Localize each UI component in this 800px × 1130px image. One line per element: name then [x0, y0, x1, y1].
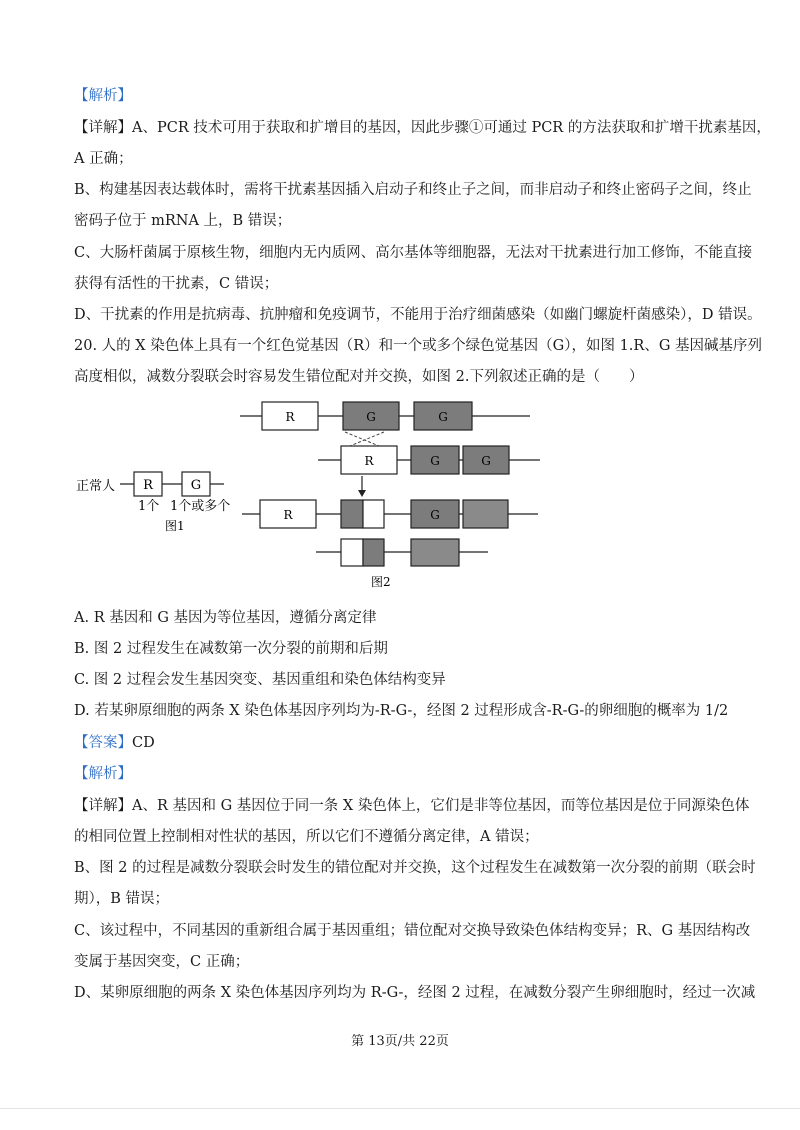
explanation-line: C、该过程中，不同基因的重新组合属于基因重组；错位配对交换导致染色体结构变异；R、G 基因结构改	[74, 923, 751, 939]
option-d: D. 若某卵原细胞的两条 X 染色体基因序列均为-R-G-，经图 2 过程形成含-R-G-的卵细胞的概率为 1/2	[74, 703, 729, 719]
question-stem: 高度相似，减数分裂联会时容易发生错位配对并交换，如图 2.下列叙述正确的是（ ）	[74, 369, 644, 385]
answer-label: 【答案】	[74, 735, 132, 751]
answer-line	[74, 733, 734, 753]
gene-g-box	[411, 539, 459, 566]
explanation-line: A 正确；	[74, 151, 133, 167]
explanation-line: D、某卵原细胞的两条 X 染色体基因序列均为 R-G-，经图 2 过程，在减数分裂产生卵细胞时，经过一次减	[74, 985, 756, 1001]
fig2-caption: 图2	[371, 575, 391, 589]
page-divider	[0, 1108, 800, 1109]
gene-figure	[0, 396, 800, 596]
fig1-count-g: 1个或多个	[170, 499, 231, 514]
gene-g-label: G	[366, 410, 376, 424]
fig1-person-label: 正常人	[76, 479, 116, 494]
explanation-line: D、干扰素的作用是抗病毒、抗肿瘤和免疫调节，不能用于治疗细菌感染（如幽门螺旋杆菌感染），D 错误。	[74, 307, 762, 323]
page-footer: 第 13页/共 22页	[351, 1034, 449, 1049]
option-c: C. 图 2 过程会发生基因突变、基因重组和染色体结构变异	[74, 672, 446, 688]
explanation-line: 期），B 错误；	[74, 891, 170, 907]
answer-value: CD	[132, 735, 155, 751]
fig1-gene-g-label: G	[190, 478, 202, 493]
hybrid-gene-box	[341, 539, 363, 566]
fig1-gene-r-label: R	[143, 478, 153, 493]
gene-g-label: G	[481, 454, 491, 468]
explanation-line: 的相同位置上控制相对性状的基因，所以它们不遵循分离定律，A 错误；	[74, 829, 539, 845]
question-stem: 20. 人的 X 染色体上具有一个红色觉基因（R）和一个或多个绿色觉基因（G），如图 1.R、G 基因碱基序列	[74, 338, 763, 354]
analysis-heading: 【解析】	[74, 88, 132, 104]
fig1-caption: 图1	[165, 519, 185, 533]
fig1-count-r: 1个	[138, 499, 160, 514]
option-a: A. R 基因和 G 基因为等位基因，遵循分离定律	[74, 610, 377, 626]
explanation-line: 【详解】A、R 基因和 G 基因位于同一条 X 染色体上，它们是非等位基因，而等位基因是位于同源染色体	[74, 798, 750, 814]
gene-r-label: R	[364, 454, 374, 468]
hybrid-gene-box	[363, 500, 384, 528]
gene-g-box	[463, 500, 508, 528]
gene-g-label: G	[430, 508, 440, 522]
gene-r-label: R	[285, 410, 295, 424]
gene-r-label: R	[283, 508, 293, 522]
explanation-line: 密码子位于 mRNA 上，B 错误；	[74, 213, 292, 229]
gene-g-label: G	[438, 410, 448, 424]
hybrid-gene-box	[363, 539, 384, 566]
option-b: B. 图 2 过程发生在减数第一次分裂的前期和后期	[74, 641, 388, 657]
explanation-line: B、构建基因表达载体时，需将干扰素基因插入启动子和终止子之间，而非启动子和终止密码子之间，终止	[74, 182, 752, 198]
analysis-heading: 【解析】	[74, 766, 132, 782]
explanation-line: 【详解】A、PCR 技术可用于获取和扩增目的基因，因此步骤①可通过 PCR 的方法获取和扩增干扰素基因，	[74, 120, 771, 136]
gene-g-label: G	[430, 454, 440, 468]
explanation-line: B、图 2 的过程是减数分裂联会时发生的错位配对并交换，这个过程发生在减数第一次分裂的前期（联会时	[74, 860, 756, 876]
explanation-line: 获得有活性的干扰素，C 错误；	[74, 276, 279, 292]
explanation-line: C、大肠杆菌属于原核生物，细胞内无内质网、高尔基体等细胞器，无法对干扰素进行加工修饰，不能直接	[74, 245, 753, 261]
hybrid-gene-box	[341, 500, 363, 528]
explanation-line: 变属于基因突变，C 正确；	[74, 954, 250, 970]
